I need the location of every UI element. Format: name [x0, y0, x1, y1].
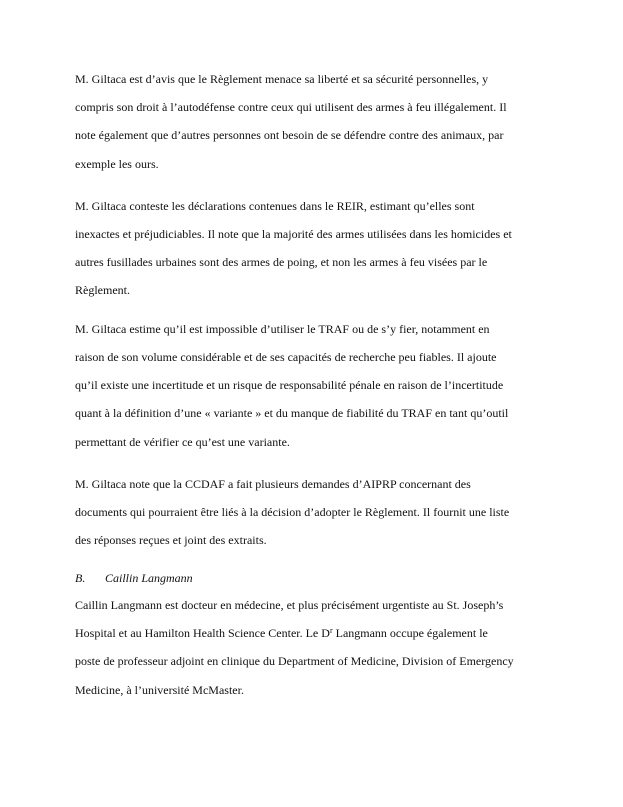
text-segment: Langmann occupe également le	[332, 626, 488, 640]
superscript: r	[329, 626, 333, 635]
document-page: M. Giltaca est d’avis que le Règlement menace sa liberté et sa sécurité personnelles, y compris son droit à l’autodéfense contre ceux qui utilisent des armes à feu illégalement. Il note également que d’autres personnes ont besoin de se défendre contre des animaux, par exemple les ours. M. Giltaca conteste les déclarations contenues dans le REIR, estimant qu’elles sont inexactes et préjudiciables. Il note que la majorité des armes utilisées dans les homicides et autres fusillades urbaines sont des armes de poing, et non les armes à feu visées par le Règlement. M. Giltaca estime qu’il est impossible d’utiliser le TRAF ou de s’y fier, notamment en raison de son volume considérable et de ses capacités de recherche peu fiables. Il ajoute qu’il existe une incertitude et un risque de responsabilité pénale en raison de l’incertitude quant à la définition d’une « variante » et du manque de fiabilité du TRAF en tant qu’outil permettant de vérifier ce qu’est une variante. M. Giltaca note que la CCDAF a fait plusieurs demandes d’AIPRP concernant des documents qui pourraient être liés à la décision d’adopter le Règlement. Il fournit une liste des réponses reçues et joint des extraits. B. Caillin Langmann Caillin Langmann est docteur en médecine, et plus précisément urgentiste au St. Joseph’s Hospital et au Hamilton Health Science Center. Le $D^r$ Langmann occupe également le poste de professeur adjoint en clinique du Department of Medicine, Division of Emergency Medicine, à l’université McMaster.	[0, 0, 623, 807]
text-segment: Hospital et au Hamilton Health Science Center. Le D	[75, 626, 330, 640]
section-heading	[75, 571, 193, 586]
section-letter: B.	[75, 571, 86, 585]
section-title: Caillin Langmann	[105, 571, 193, 585]
